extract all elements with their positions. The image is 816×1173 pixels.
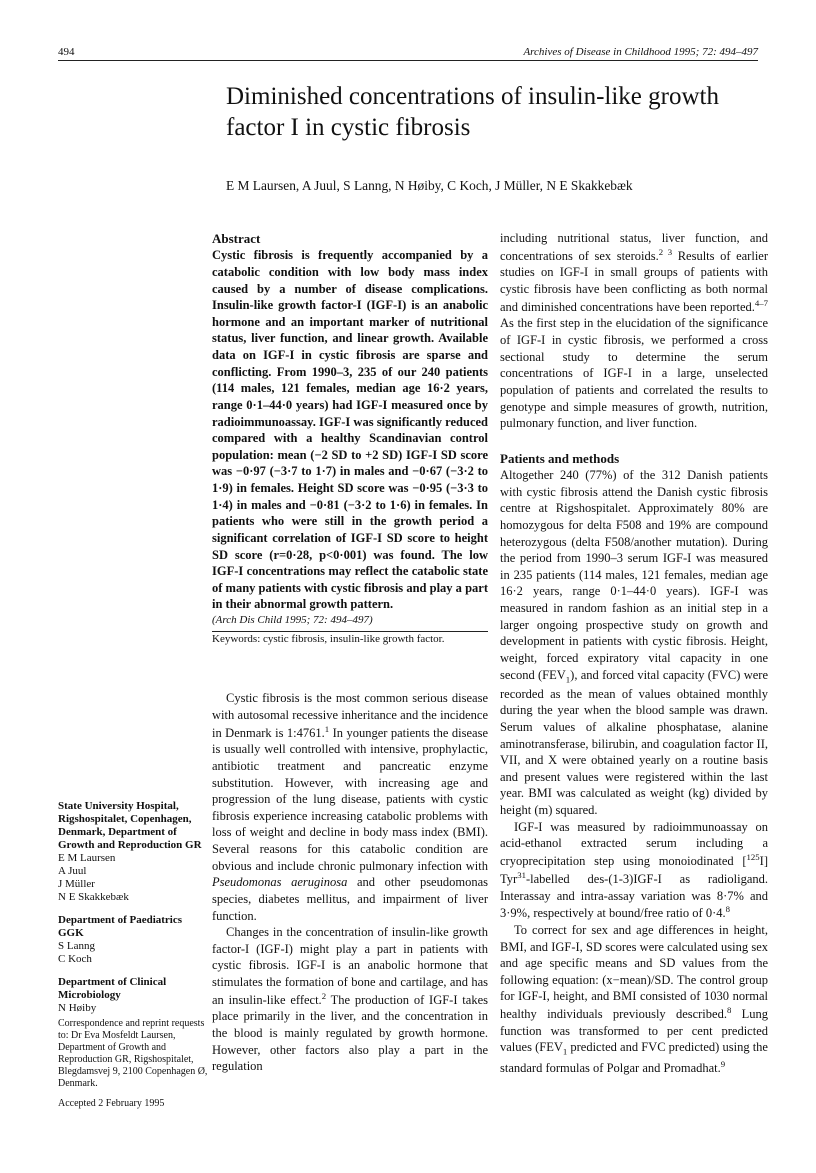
methods-paragraph-2: IGF-I was measured by radioimmunoassay on acid-ethanol extracted serum including a cryoprecipitation step using monoiodinated [$^{125}$I] Tyr$^{31}$-labelled des-(1-3)IGF-I as radioligand. Interassay and intra-assay variation was 8·7% and 3·9%, respectively at bound/free ratio of 0·4.$^8$ bbox=[500, 819, 768, 921]
intro-paragraph-3: including nutritional status, liver function, and concentrations of sex steroids.$^{2 3}$ Results of earlier studies on IGF-I in small groups of patients with cystic fibrosis have been conflicting as both normal and diminished concentrations have been reported.$^{4-7}$ As the first step in the elucidation of the significance of IGF-I in cystic fibrosis, we performed a cross sectional study to determine the serum concentrations of IGF-I in a large, unselected population of patients and correlated the results to genotype and simple measures of growth, nutrition, pulmonary function, and liver function. bbox=[500, 231, 769, 431]
affiliation-person: N Høiby bbox=[58, 1001, 97, 1014]
intro-paragraph-1: Cystic fibrosis is the most common serious disease with autosomal recessive inheritance and the incidence in Denmark is 1:4761.$^1$ In younger patients the disease is usually well controlled with intensive, prophylactic, antibiotic treatment and pancreatic enzyme substitution. However, with increasing age and progression of the lung disease, patients with cystic fibrosis experience increasing catabolic problems with loss of weight and decline in body mass index (BMI). Several reasons for this catabolic condition are obvious and include chronic pulmonary infection with Pseudomonas aeruginosa and other pseudomonas species, diabetes mellitus, and impairment of liver function. bbox=[212, 691, 488, 923]
affiliation-person: E M Laursen bbox=[58, 851, 116, 864]
methods-paragraph-1: Altogether 240 (77%) of the 312 Danish patients with cystic fibrosis attend the Danish cystic fibrosis centre at Rigshospitalet. Approximately 80% are homozygous for delta F508 and 19% are compound heterozygous (delta F508/another mutation). During the period from 1990–3 serum IGF-I was measured in 235 patients (114 males, 121 females, median age 16·2 years, range 0·1–44·0 years). IGF-I was measured in random fashion as an initial step in a larger ongoing prospective study on growth and development in patients with cystic fibrosis. Height, weight, forced expiratory vital capacity in one second $(FEV_1)$, and forced vital capacity (FVC) were recorded as the mean of values obtained monthly during the year when the blood sample was drawn. Serum values of alkaline phosphatase, alanine aminotransferase, bilirubin, and coagulation factor II, VII, and X were obtained yearly on a routine basis and present values were registered within the last year. BMI was calculated as weight (kg) divided by height (m) squared. bbox=[500, 468, 768, 818]
header-rule bbox=[58, 60, 758, 61]
affiliation-3-heading: Department of Clinical Microbiology bbox=[58, 975, 167, 1001]
article-title: Diminished concentrations of insulin-like growth factor I in cystic fibrosis bbox=[226, 83, 719, 141]
affiliation-1-heading: State University Hospital, Rigshospitalet, Copenhagen, Denmark, Department of Growth and Reproduction GR bbox=[58, 800, 202, 851]
abstract-citation: (Arch Dis Child 1995; 72: 494–497) bbox=[212, 614, 373, 627]
right-text-column bbox=[500, 230, 768, 1076]
keywords: Keywords: cystic fibrosis, insulin-like growth factor. bbox=[212, 632, 445, 645]
correspondence-note: Correspondence and reprint requests to: Dr Eva Mosfeldt Laursen, Department of Growth and Reproduction GR, Rigshospitalet, Blegdamsvej 9, 2100 Copenhagen Ø, Denmark. bbox=[58, 1017, 208, 1089]
journal-header: Archives of Disease in Childhood 1995; 72: 494–497 bbox=[523, 46, 758, 58]
left-text-column bbox=[212, 230, 488, 1075]
accepted-date: Accepted 2 February 1995 bbox=[58, 1097, 165, 1109]
affiliation-person: J Müller bbox=[58, 877, 95, 890]
affiliation-person: C Koch bbox=[58, 952, 92, 965]
affiliation-person: S Lanng bbox=[58, 939, 95, 952]
methods-paragraph-3: To correct for sex and age differences in height, BMI, and IGF-I, SD scores were calculated using sex and age specific means and SD values from the following equation: (x−mean)/SD. The control group for IGF-I, height, and BMI consisted of 1030 normal healthy individuals previously described.$^8$ Lung function was transformed to per cent predicted values ($FEV_1$ predicted and FVC predicted) using the standard formulas of Polgar and Promadhat.$^9$ bbox=[500, 922, 769, 1075]
abstract-block bbox=[212, 230, 488, 632]
abstract-body: Cystic fibrosis is frequently accompanied by a catabolic condition with low body mass index caused by a number of disease complications. Insulin-like growth factor-I (IGF-I) is an anabolic hormone and an important marker of nutritional status, liver function, and linear growth. Available data on IGF-I in cystic fibrosis are sparse and conflicting. From 1990–3, 235 of our 240 patients (114 males, 121 females, median age 16·2 years, range 0·1–44·0 years) had IGF-I measured once by radioimmunoassay. IGF-I was significantly reduced compared with a healthy Scandinavian control population: mean (−2 SD to +2 SD) IGF-I SD score was −0·97 (−3·7 to 1·7) in males and −0·67 (−3·2 to 1·9) in females. Height SD score was −0·95 (−3·3 to 1·4) in males and −0·81 (−3·2 to 1·6) in females. In patients who were still in the growth period a significant correlation of IGF-I SD score to height SD score (r=0·28, p<0·001) was found. The low IGF-I concentrations may reflect the catabolic state of many patients with cystic fibrosis and play a part in their abnormal growth pattern. bbox=[212, 248, 488, 612]
author-list: E M Laursen, A Juul, S Lanng, N Høiby, C Koch, J Müller, N E Skakkebæk bbox=[226, 178, 633, 193]
abstract-heading: Abstract bbox=[212, 231, 261, 246]
methods-heading: Patients and methods bbox=[500, 450, 620, 466]
affiliation-person: N E Skakkebæk bbox=[58, 890, 129, 903]
affiliation-person: A Juul bbox=[58, 864, 87, 877]
intro-paragraph-2: Changes in the concentration of insulin-like growth factor-I (IGF-I) might play a part in patients with cystic fibrosis. IGF-I is an anabolic hormone that stimulates the formation of bone and cartilage, and has an insulin-like effect.$^2$ The production of IGF-I takes place primarily in the liver, and the concentration in the blood is mainly regulated by growth hormone. However, other factors also play a part in the regulation bbox=[212, 925, 488, 1074]
affiliations-sidebar bbox=[58, 800, 208, 1120]
affiliation-2-heading: Department of Paediatrics GGK bbox=[58, 913, 183, 939]
page-number: 494 bbox=[58, 46, 75, 58]
